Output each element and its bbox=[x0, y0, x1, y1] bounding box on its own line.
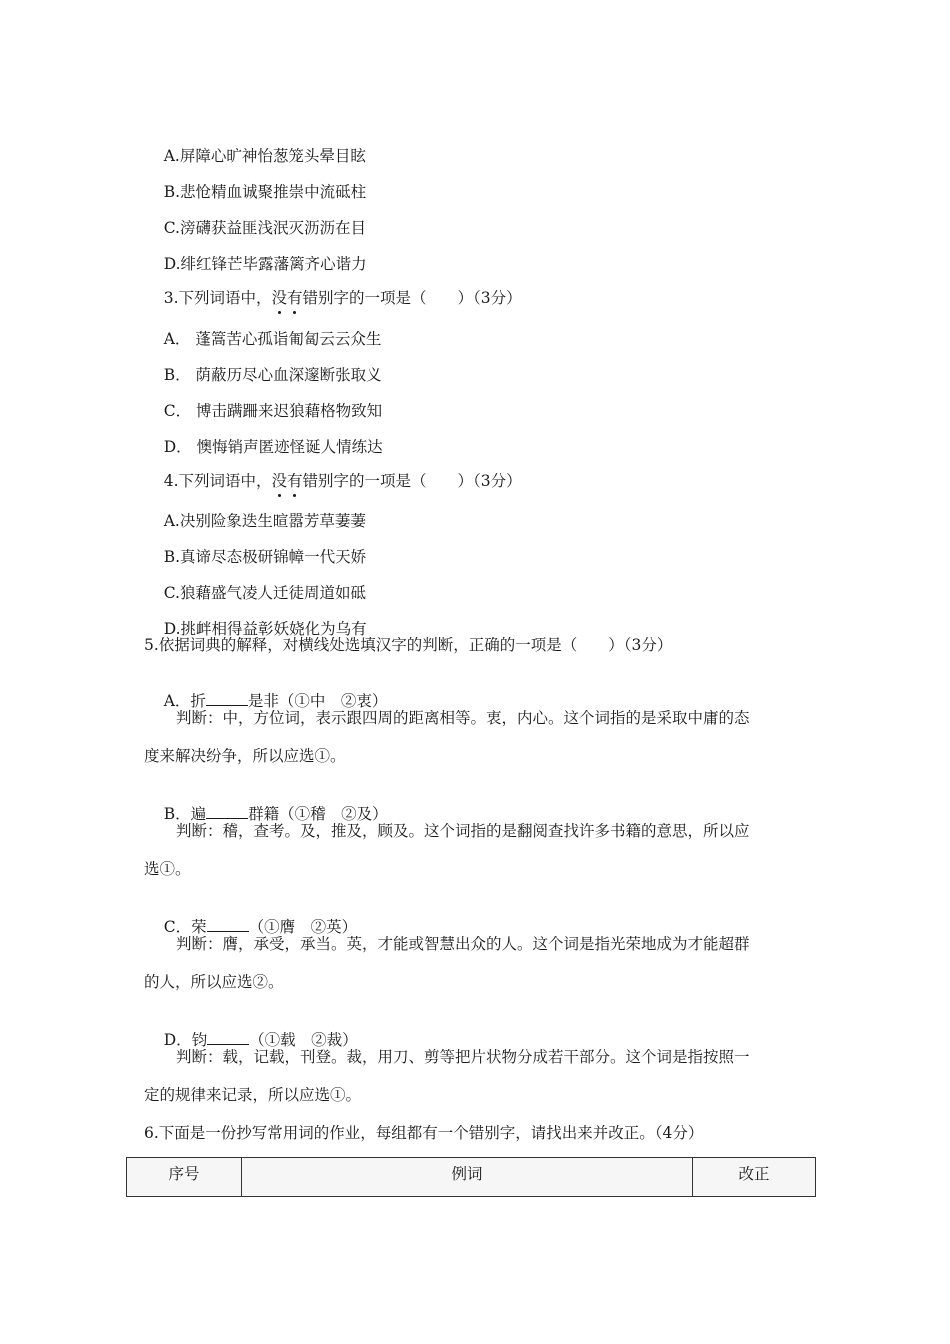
q3-option-b: B． 荫蔽历尽心血深邃断张取义 bbox=[163, 366, 382, 384]
q3-option-d: D． 懊悔销声匿迹怪诞人情练达 bbox=[163, 438, 383, 456]
fill-blank bbox=[207, 917, 249, 932]
q2-option-d: D.绯红锋芒毕露藩篱齐心谐力 bbox=[163, 255, 367, 273]
fill-blank bbox=[207, 1030, 249, 1045]
emphasis-dot: 有 bbox=[287, 472, 303, 490]
q5-item-a-head: A．折 是非（①中 ②衷） bbox=[163, 692, 388, 710]
q5-item-c-judge-cont: 的人，所以应选②。 bbox=[144, 973, 284, 991]
q5-item-d-judge: 判断：载，记载，刊登。裁，用刀、剪等把片状物分成若干部分。这个词是指按照一 bbox=[176, 1048, 750, 1066]
q3-option-a: A． 蓬篙苦心孤诣匍匐云云众生 bbox=[163, 330, 382, 348]
q5-item-a-judge-cont: 度来解决纷争，所以应选①。 bbox=[144, 747, 346, 765]
emphasis-dot: 没 bbox=[271, 289, 288, 307]
q5-item-d-head: D．钧 （①载 ②裁） bbox=[163, 1031, 358, 1049]
emphasis-dot: 没 bbox=[271, 472, 288, 490]
col-header-number: 序号 bbox=[127, 1158, 242, 1197]
q4-option-d: D.挑衅相得益彰妖娆化为乌有 bbox=[163, 620, 367, 638]
q5-stem: 5.依据词典的解释，对横线处选填汉字的判断，正确的一项是（ ）（3分） bbox=[144, 636, 673, 654]
q4-option-a: A.决别险象迭生暄嚣芳草萋萋 bbox=[163, 512, 366, 530]
col-header-correction: 改正 bbox=[693, 1158, 816, 1197]
q5-item-b-judge: 判断：稽，查考。及，推及，顾及。这个词指的是翻阅查找许多书籍的意思，所以应 bbox=[176, 822, 750, 840]
q2-option-c: C.滂礴获益匪浅泯灭沥沥在目 bbox=[163, 219, 367, 237]
q4-option-c: C.狼藉盛气凌人迁徒周道如砥 bbox=[163, 584, 367, 602]
q2-option-b: B.悲怆精血诚聚推崇中流砥柱 bbox=[163, 183, 367, 201]
q5-item-b-head: B．遍 群籍（①稽 ②及） bbox=[163, 805, 388, 823]
fill-blank bbox=[206, 691, 248, 706]
table-header-row bbox=[127, 1158, 816, 1197]
q5-item-a-judge: 判断：中，方位词，表示跟四周的距离相等。衷，内心。这个词指的是采取中庸的态 bbox=[176, 709, 750, 727]
q5-item-d-judge-cont: 定的规律来记录，所以应选①。 bbox=[144, 1086, 362, 1104]
q6-stem: 6.下面是一份抄写常用词的作业，每组都有一个错别字，请找出来并改正。（4分） bbox=[144, 1124, 704, 1142]
emphasis-dot: 有 bbox=[287, 289, 303, 307]
col-header-example-words: 例词 bbox=[242, 1158, 693, 1197]
q3-stem: 3.下列词语中，没有错别字的一项是（ ）（3分） bbox=[163, 289, 522, 307]
q5-item-c-head: C．荣 （①膺 ②英） bbox=[163, 918, 358, 936]
q4-stem: 4.下列词语中，没有错别字的一项是（ ）（3分） bbox=[163, 472, 522, 490]
q5-item-c-judge: 判断：膺，承受，承当。英，才能或智慧出众的人。这个词是指光荣地成为才能超群 bbox=[176, 935, 750, 953]
fill-blank bbox=[206, 804, 248, 819]
q6-table bbox=[126, 1157, 816, 1197]
q4-option-b: B.真谛尽态极研锦幛一代天娇 bbox=[163, 548, 367, 566]
q2-option-a: A.屏障心旷神怡葱笼头晕目眩 bbox=[163, 147, 366, 165]
q3-option-c: C． 博击蹒跚来迟狼藉格物致知 bbox=[163, 402, 383, 420]
q5-item-b-judge-cont: 选①。 bbox=[144, 860, 191, 878]
